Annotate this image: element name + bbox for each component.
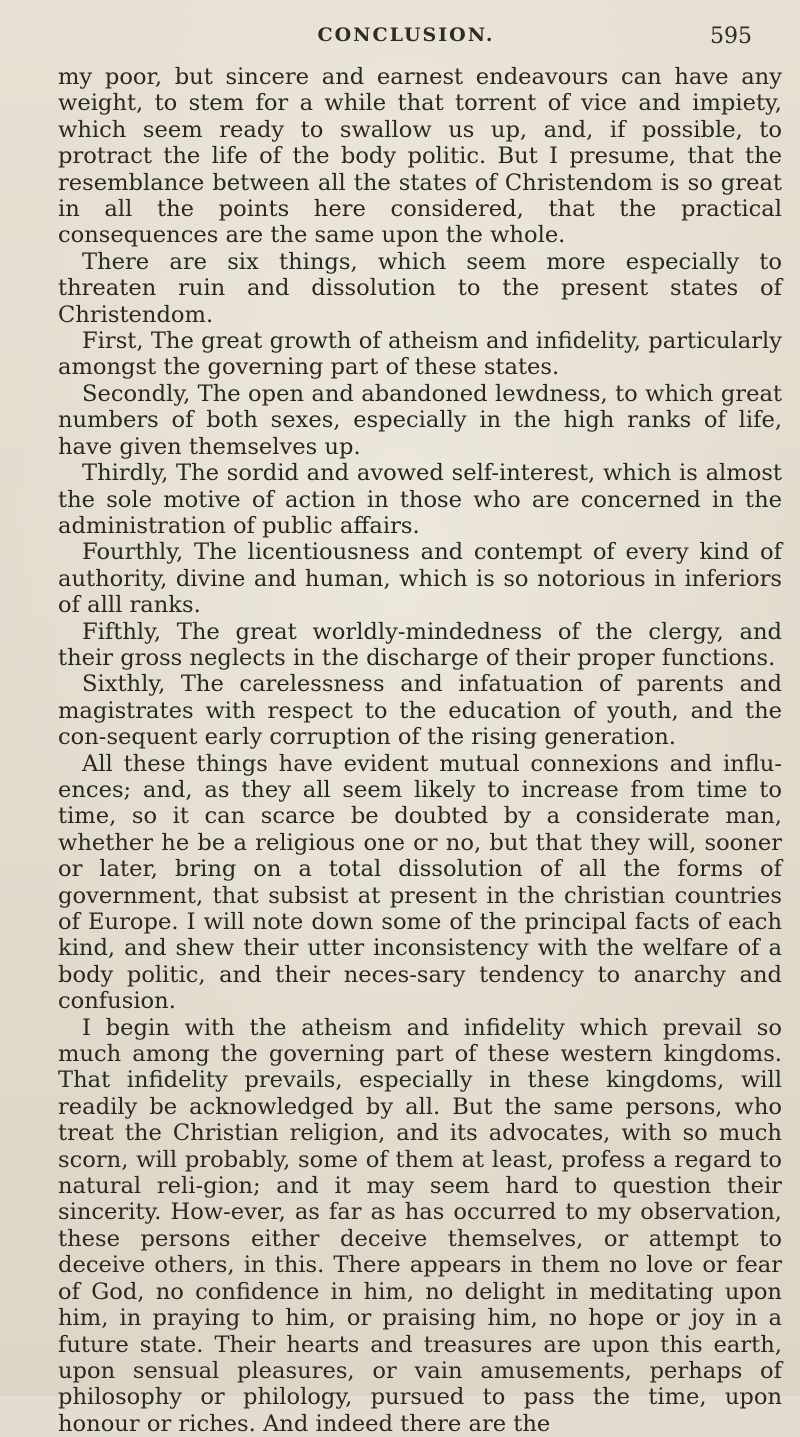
paragraph-first: First, The great growth of atheism and infidelity, particularly amongst the governing part of these states. xyxy=(58,328,782,381)
paragraph-sixth: Sixthly, The carelessness and infatuation of parents and magistrates with respect to the education of youth, and the con-sequent early corruption of the rising generation. xyxy=(58,671,782,751)
paragraph-six-things: There are six things, which seem more especially to threaten ruin and dissolution to the present states of Christendom. xyxy=(58,248,782,328)
running-head xyxy=(60,24,752,52)
paragraph-second: Secondly, The open and abandoned lewdness, to which great numbers of both sexes, especially in the high ranks of life, have given themselves up. xyxy=(58,380,782,460)
paragraph-third: Thirdly, The sordid and avowed self-interest, which is almost the sole motive of action in those who are concerned in the administration of public affairs. xyxy=(58,460,782,539)
page-number: 595 xyxy=(710,24,752,49)
paragraph-fifth: Fifthly, The great worldly-mindedness of the clergy, and their gross neglects in the discharge of their proper functions. xyxy=(58,618,782,671)
paragraph-connexions: All these things have evident mutual connexions and influ-ences; and, as they all seem likely to increase from time to time, so it can scarce be doubted by a considerate man, whether he be a religious one or no, but that they will, sooner or later, bring on a total dissolution of all the forms of government, that subsist at present in the christian countries of Europe. I will note down some of the principal facts of each kind, and shew their utter inconsistency with the welfare of a body politic, and their neces-sary tendency to anarchy and confusion. xyxy=(58,750,782,1015)
running-title: CONCLUSION. xyxy=(317,24,495,46)
paragraph-fourth: Fourthly, The licentiousness and contempt of every kind of authority, divine and human, which is so notorious in inferiors of alll ranks. xyxy=(58,539,782,619)
paragraph-continuation: my poor, but sincere and earnest endeavours can have any weight, to stem for a while that torrent of vice and impiety, which seem ready to swallow us up, and, if possible, to protract the life of the body politic. But I presume, that the resemblance between all the states of Christendom is so great in all the points here considered, that the practical consequences are the same upon the whole. xyxy=(58,64,782,249)
body-text xyxy=(58,64,782,1437)
paragraph-atheism: I begin with the atheism and infidelity which prevail so much among the governing part of these western kingdoms. That infidelity prevails, especially in these kingdoms, will readily be acknowledged by all. But the same persons, who treat the Christian religion, and its advocates, with so much scorn, will probably, some of them at least, profess a regard to natural reli-gion; and it may seem hard to question their sincerity. How-ever, as far as has occurred to my observation, these persons either deceive themselves, or attempt to deceive others, in this. There appears in them no love or fear of God, no confidence in him, no delight in meditating upon him, in praying to him, or praising him, no hope or joy in a future state. Their hearts and treasures are upon this earth, upon sensual pleasures, or vain amusements, perhaps of philosophy or philology, pursued to pass the time, upon honour or riches. And indeed there are the xyxy=(58,1014,782,1437)
